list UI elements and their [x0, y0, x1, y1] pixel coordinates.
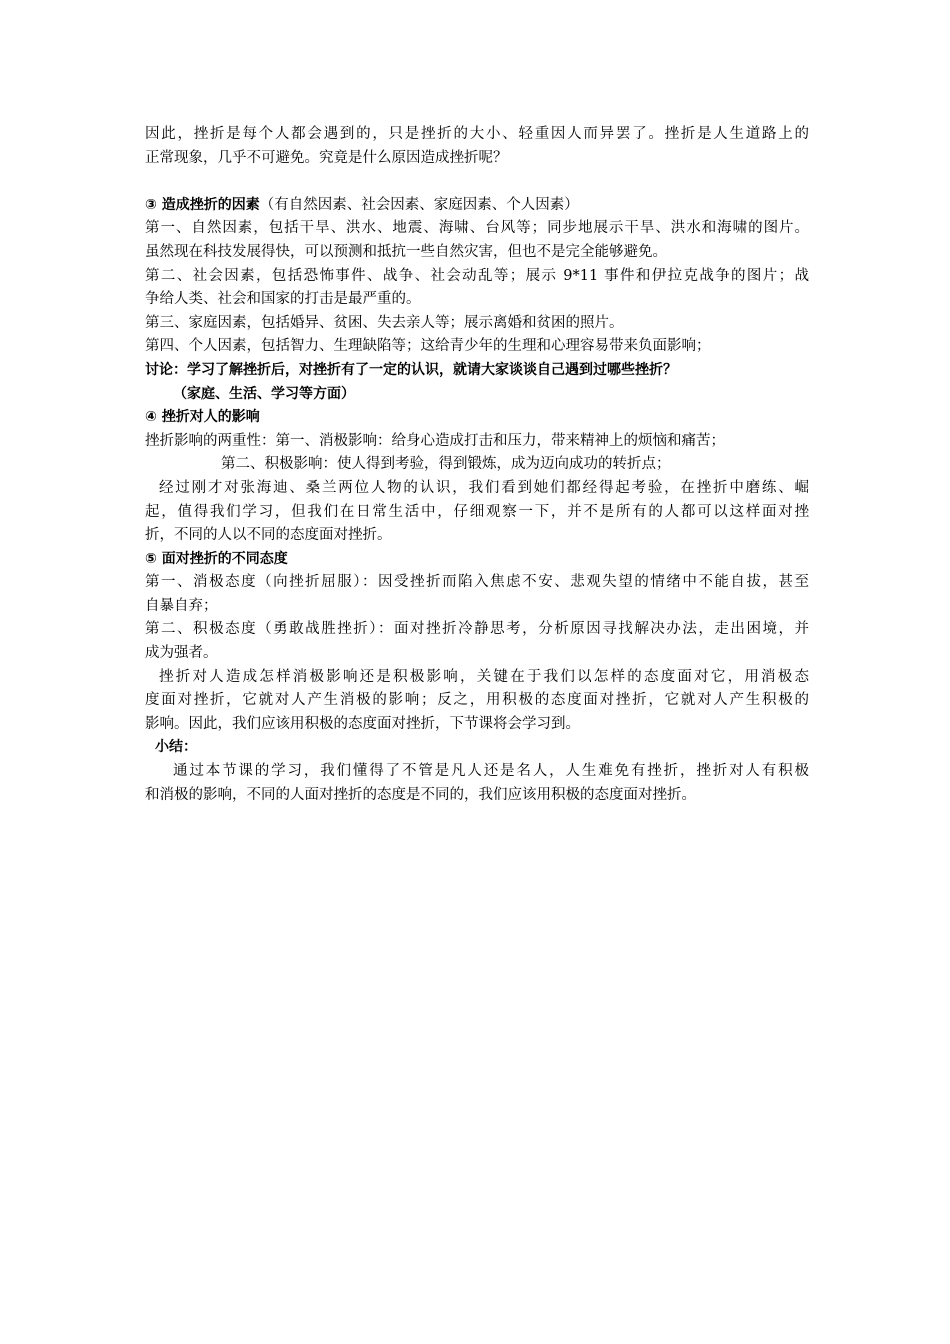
social-factor-line-1: 第二、社会因素，包括恐怖事件、战争、社会动乱等；展示 9*11 事件和伊拉克战争的图片；战 [145, 267, 809, 284]
section-5-paragraph-line-1: 挫折对人造成怎样消极影响还是积极影响，关键在于我们以怎样的态度面对它，用消极态 [159, 668, 809, 685]
natural-factor-line-1: 第一、自然因素，包括干旱、洪水、地震、海啸、台风等；同步地展示干旱、洪水和海啸的图片。 [145, 220, 809, 237]
section-4-heading: ④ 挫折对人的影响 [145, 409, 260, 426]
blank-line [145, 170, 809, 194]
section-4-paragraph-line-1: 经过刚才对张海迪、桑兰两位人物的认识，我们看到她们都经得起考验，在挫折中磨练、崛 [159, 479, 809, 496]
section-5-heading: ⑤ 面对挫折的不同态度 [145, 550, 288, 567]
family-factor-line: 第三、家庭因素，包括婚异、贫困、失去亲人等；展示离婚和贫困的照片。 [145, 314, 624, 331]
section-5-paragraph-line-3: 影响。因此，我们应该用积极的态度面对挫折，下节课将会学习到。 [145, 715, 580, 732]
intro-line-1: 因此，挫折是每个人都会遇到的，只是挫折的大小、轻重因人而异罢了。挫折是人生道路上的 [145, 126, 809, 142]
section-4-paragraph-line-2: 起，值得我们学习，但我们在日常生活中，仔细观察一下，并不是所有的人都可以这样面对挫 [145, 503, 809, 520]
personal-factor-line: 第四、个人因素，包括智力、生理缺陷等；这给青少年的生理和心理容易带来负面影响； [145, 338, 711, 355]
dual-impact-line-1: 挫折影响的两重性：第一、消极影响：给身心造成打击和压力，带来精神上的烦恼和痛苦； [145, 432, 725, 449]
positive-attitude-line-2: 成为强者。 [145, 645, 218, 662]
discussion-prompt: 讨论：学习了解挫折后，对挫折有了一定的认识，就请大家谈谈自己遇到过哪些挫折？ [145, 361, 677, 378]
positive-attitude-line-1: 第二、积极态度（勇敢战胜挫折）：面对挫折冷静思考，分析原因寻找解决办法，走出困境，并 [145, 621, 809, 638]
section-4-paragraph-line-3: 折，不同的人以不同的态度面对挫折。 [145, 527, 392, 544]
section-3-note: （有自然因素、社会因素、家庭因素、个人因素） [259, 196, 579, 213]
document-page [145, 123, 809, 807]
summary-line-1: 通过本节课的学习，我们懂得了不管是凡人还是名人，人生难免有挫折，挫折对人有积极 [173, 763, 809, 780]
intro-line-2: 正常现象，几乎不可避免。究竟是什么原因造成挫折呢？ [145, 149, 508, 166]
natural-factor-line-2: 虽然现在科技发展得快，可以预测和抵抗一些自然灾害，但也不是完全能够避免。 [145, 243, 667, 260]
section-3-title: ③ 造成挫折的因素 [145, 196, 260, 213]
summary-heading: 小结： [155, 739, 197, 756]
section-5-paragraph-line-2: 度面对挫折，它就对人产生消极的影响；反之，用积极的态度面对挫折，它就对人产生积极的 [145, 692, 809, 709]
dual-impact-line-2: 第二、积极影响：使人得到考验，得到锻炼，成为迈向成功的转折点； [221, 456, 671, 473]
negative-attitude-line-1: 第一、消极态度（向挫折屈服）：因受挫折而陷入焦虑不安、悲观失望的情绪中不能自拔，甚至 [145, 574, 809, 591]
section-3-heading [145, 194, 809, 218]
negative-attitude-line-2: 自暴自弃； [145, 597, 218, 614]
summary-line-2: 和消极的影响，不同的人面对挫折的态度是不同的，我们应该用积极的态度面对挫折。 [145, 786, 696, 803]
social-factor-line-2: 争给人类、社会和国家的打击是最严重的。 [145, 291, 421, 308]
discussion-note: （家庭、生活、学习等方面） [173, 385, 355, 402]
